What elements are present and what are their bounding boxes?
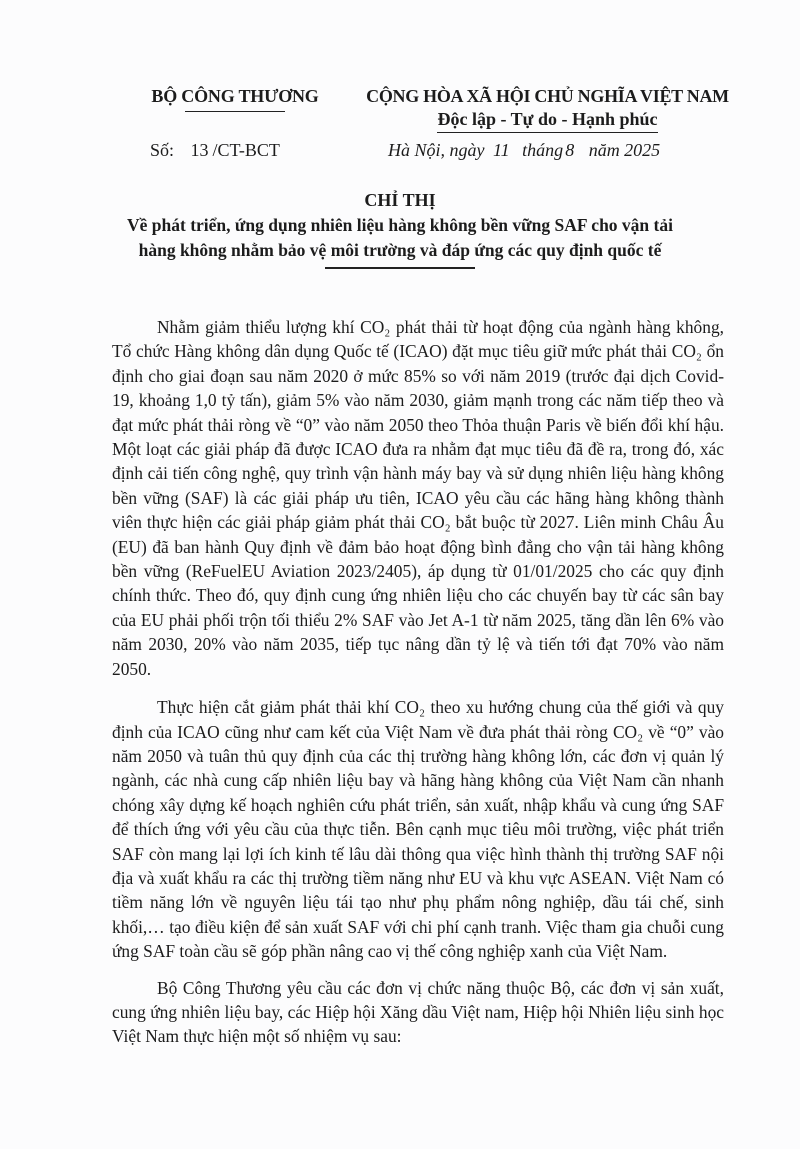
date-day: 11 xyxy=(493,140,510,160)
doc-number-value: 13 xyxy=(190,140,209,160)
national-title: CỘNG HÒA XÃ HỘI CHỦ NGHĨA VIỆT NAM xyxy=(366,86,729,106)
document-body xyxy=(112,315,724,1061)
subject-line-1: Về phát triển, ứng dụng nhiên liệu hàng không bền vững SAF cho vận tải xyxy=(127,215,673,235)
issuing-agency: BỘ CÔNG THƯƠNG xyxy=(151,86,319,106)
document-subject xyxy=(100,213,700,263)
place-date xyxy=(388,140,660,161)
date-month: 8 xyxy=(565,140,575,160)
document-title-block xyxy=(100,190,700,269)
title-underline xyxy=(325,267,475,269)
place-label: Hà Nội, ngày xyxy=(388,140,485,160)
document-type: CHỈ THỊ xyxy=(364,190,436,210)
doc-number-label: Số: xyxy=(150,140,175,160)
agency-underline xyxy=(185,111,285,112)
national-motto: Độc lập - Tự do - Hạnh phúc xyxy=(437,109,657,133)
month-label: tháng xyxy=(522,140,564,160)
national-header-block xyxy=(360,86,735,133)
subject-line-2: hàng không nhằm bảo vệ môi trường và đáp ứng các quy định quốc tế xyxy=(138,240,662,260)
doc-number-suffix: /CT-BCT xyxy=(212,140,280,160)
document-number xyxy=(150,140,280,161)
issuing-agency-block xyxy=(145,86,325,112)
year-label: năm 2025 xyxy=(588,140,661,160)
body-paragraph: Thực hiện cắt giảm phát thải khí CO₂ theo xu hướng chung của thế giới và quy định của ICAO cũng như cam kết của Việt Nam về đưa phát thải ròng CO₂ về “0” vào năm 2050 và tuân thủ quy định của các thị trường hàng không lớn, các đơn vị quản lý ngành, các nhà cung cấp nhiên liệu bay và hãng hàng không của Việt Nam cần nhanh chóng xây dựng kế hoạch nghiên cứu phát triển, sản xuất, nhập khẩu và cung ứng SAF để thích ứng với yêu cầu của thực tiễn. Bên cạnh mục tiêu môi trường, việc phát triển SAF còn mang lại lợi ích kinh tế lâu dài thông qua việc hình thành thị trường SAF nội địa và xuất khẩu ra các thị trường tiềm năng như EU và khu vực ASEAN. Việt Nam có tiềm năng lớn về nguyên liệu tái tạo như phụ phẩm nông nghiệp, dầu tái chế, sinh khối,… tạo điều kiện để sản xuất SAF với chi phí cạnh tranh. Việc tham gia chuỗi cung ứng SAF toàn cầu sẽ góp phần nâng cao vị thế công nghiệp xanh của Việt Nam. xyxy=(112,697,724,962)
body-paragraph: Nhằm giảm thiểu lượng khí CO₂ phát thải từ hoạt động của ngành hàng không, Tổ chức Hàng không dân dụng Quốc tế (ICAO) đặt mục tiêu giữ mức phát thải CO₂ ổn định cho giai đoạn sau năm 2020 ở mức 85% so với năm 2019 (trước đại dịch Covid-19, khoảng 1,0 tỷ tấn), giảm 5% vào năm 2030, giảm mạnh trong các năm tiếp theo và đạt mức phát thải ròng về “0” vào năm 2050 theo Thỏa thuận Paris về biến đổi khí hậu. Một loạt các giải pháp đã được ICAO đưa ra nhằm đạt mục tiêu đã đề ra, trong đó, xác định cải tiến công nghệ, quy trình vận hành máy bay và sử dụng nhiên liệu hàng không bền vững (SAF) là các giải pháp ưu tiên, ICAO yêu cầu các hãng hàng không thành viên thực hiện các giải pháp giảm phát thải CO₂ bắt buộc từ 2027. Liên minh Châu Âu (EU) đã ban hành Quy định về đảm bảo hoạt động bình đẳng cho vận tải hàng không bền vững (ReFuelEU Aviation 2023/2405), áp dụng từ 01/01/2025 cho các quy định chính thức. Theo đó, quy định cung ứng nhiên liệu cho các chuyến bay từ các sân bay của EU phải phối trộn tối thiểu 2% SAF vào Jet A-1 từ năm 2025, tăng dần lên 6% vào năm 2030, 20% vào năm 2035, tiếp tục nâng dần tỷ lệ và tiến tới đạt 70% vào năm 2050. xyxy=(112,317,724,679)
body-paragraph: Bộ Công Thương yêu cầu các đơn vị chức năng thuộc Bộ, các đơn vị sản xuất, cung ứng nhiên liệu bay, các Hiệp hội Xăng dầu Việt nam, Hiệp hội Nhiên liệu sinh học Việt Nam thực hiện một số nhiệm vụ sau: xyxy=(112,977,724,1047)
